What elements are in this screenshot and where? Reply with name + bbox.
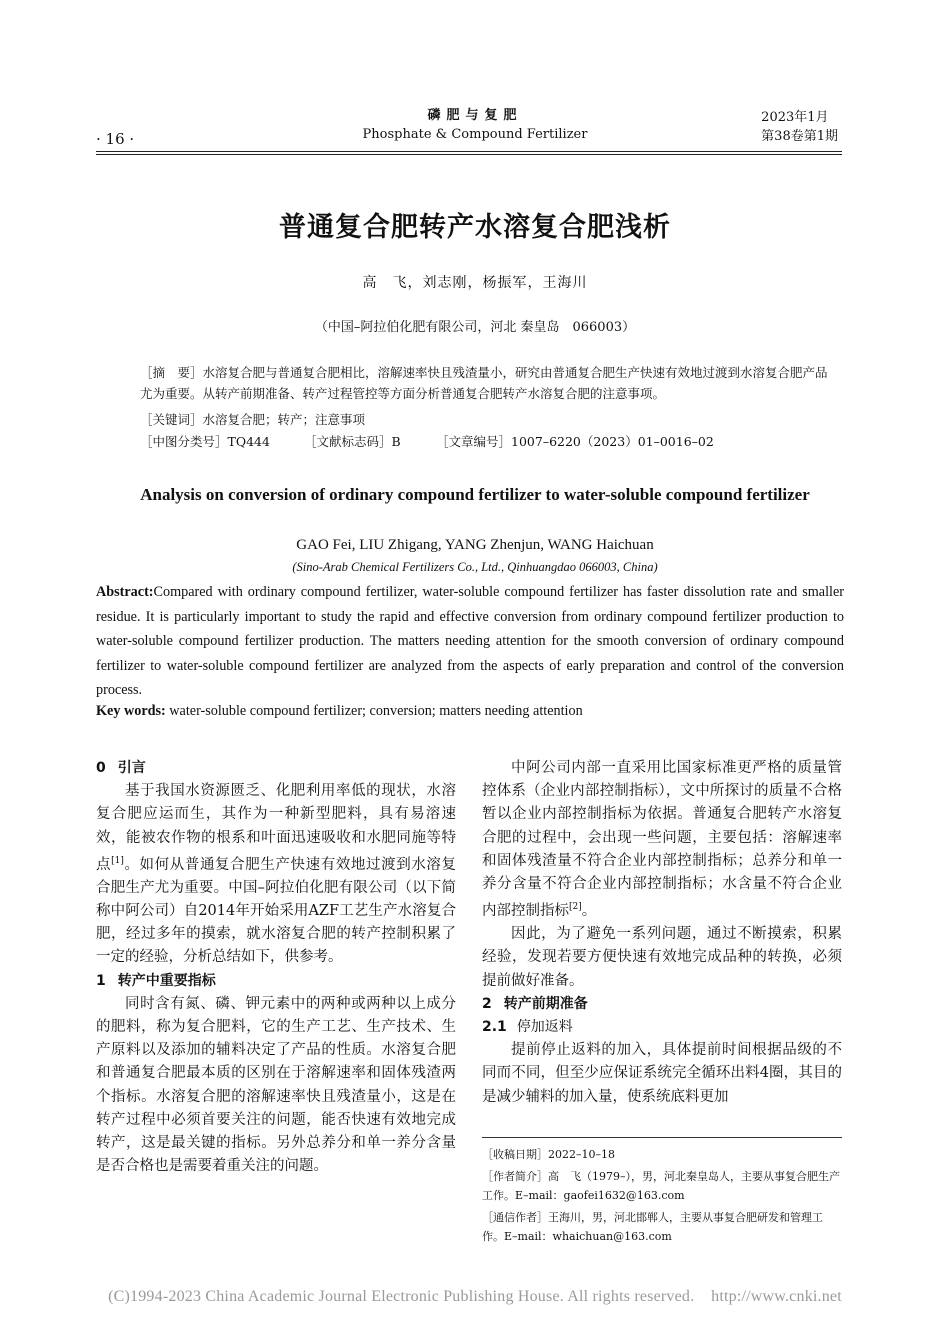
article-title-cn: 普通复合肥转产水溶复合肥浅析 (279, 212, 671, 243)
issue-date: 2023年1月 (761, 110, 829, 125)
footnote-label: ［作者简介］ (482, 1170, 548, 1183)
section-title: 转产前期准备 (503, 995, 588, 1012)
header-rule-bottom (96, 154, 842, 155)
issue-info (761, 108, 838, 146)
paragraph (482, 757, 842, 923)
footnote-text: 高 飞（1979–），男，河北秦皇岛人，主要从事复合肥生产工作。E–mail：gaofei1632@163.com (482, 1170, 840, 1202)
article-no-label: ［文章编号］ (436, 434, 512, 449)
page-number: · 16 · (96, 130, 135, 148)
doc-code-value: B (391, 434, 401, 449)
paragraph: 同时含有氮、磷、钾元素中的两种或两种以上成分的肥料，称为复合肥料，它的生产工艺、生产技术、生产原料以及添加的辅料决定了产品的性质。水溶复合肥和普通复合肥最本质的区别在于溶解速率和固体残渣两个指标。水溶复合肥的溶解速率快且残渣量小，这是在转产过程中必须首要关注的问题，能否快速有效地完成转产，这是最关键的指标。另外总养分和单一养分含量是否合格也是需要着重关注的问题。 (96, 995, 456, 1175)
section-number: 1 (96, 972, 106, 989)
affiliation-en: (Sino-Arab Chemical Fertilizers Co., Ltd., Qinhuangdao 066003, China) (292, 560, 658, 574)
footnote-text: 王海川，男，河北邯郸人，主要从事复合肥研发和管理工作。E–mail：whaichuan@163.com (482, 1211, 823, 1243)
subsection-title: 停加返料 (516, 1019, 573, 1036)
keywords-cn (140, 410, 365, 428)
classification-row (140, 432, 840, 450)
abstract-cn-text: 水溶复合肥与普通复合肥相比，溶解速率快且残渣量小，研究由普通复合肥生产快速有效地过渡到水溶复合肥产品尤为重要。从转产前期准备、转产过程管控等方面分析普通复合肥转产水溶复合肥的注意事项。 (140, 365, 828, 401)
article-no-value: 1007–6220（2023）01–0016–02 (511, 434, 714, 449)
doc-code-label: ［文献标志码］ (304, 434, 392, 449)
section-heading (96, 970, 456, 993)
section-number: 0 (96, 760, 106, 776)
journal-name-cn: 磷肥与复肥 (427, 108, 523, 123)
copyright-footer: (C)1994-2023 China Academic Journal Electronic Publishing House. All rights reserved. http://www.cnki.net (108, 1288, 842, 1305)
footnote-corresponding (482, 1208, 844, 1246)
paragraph (96, 780, 456, 969)
footnotes (482, 1145, 844, 1249)
keywords-en-label: Key words: (96, 703, 166, 719)
abstract-en (96, 580, 844, 703)
keywords-en-text: water-soluble compound fertilizer; conversion; matters needing attention (169, 703, 583, 719)
paragraph-text: 基于我国水资源匮乏、化肥利用率低的现状，水溶复合肥应运而生，其作为一种新型肥料，具有易溶速效，能被农作物的根系和叶面迅速吸收和水肥同施等特点 (96, 783, 456, 873)
section-title: 转产中重要指标 (117, 972, 216, 989)
paragraph-text: 。如何从普通复合肥生产快速有效地过渡到水溶复合肥生产尤为重要。中国–阿拉伯化肥有限公司（以下简称中阿公司）自2014年开始采用AZF工艺生产水溶复合肥，经过多年的摸索，就水溶复合肥的转产控制积累了一定的经验，分析总结如下，供参考。 (96, 856, 457, 966)
body-left-column (96, 757, 456, 1178)
section-heading (482, 993, 842, 1016)
citation-ref: [1] (111, 855, 124, 866)
citation-ref: [2] (569, 902, 582, 913)
body-right-column (482, 757, 842, 1109)
footnote-author (482, 1167, 844, 1205)
abstract-en-text: Compared with ordinary compound fertilizer, water-soluble compound fertilizer has faster dissolution rate and smaller residue. It is particularly important to study the rapid and effective conversion from ordinary compound fertilizer production to water-soluble compound fertilizer production. The matters needing attention for the smooth conversion of ordinary compound fertilizer to water-soluble compound fertilizer are analyzed from the aspects of early preparation and control of the conversion process. (96, 584, 844, 698)
paragraph-text: 中阿公司内部一直采用比国家标准更严格的质量管控体系（企业内部控制指标），文中所探讨的质量不合格暂以企业内部控制指标为依据。普通复合肥转产水溶复合肥的过程中，会出现一些问题，主要包括：溶解速率和固体残渣量不符合企业内部控制指标；总养分和单一养分含量不符合企业内部控制指标；水含量不符合企业内部控制指标 (482, 760, 842, 920)
clc-value: TQ444 (227, 434, 270, 449)
subsection-number: 2.1 (482, 1019, 507, 1036)
keywords-cn-label: ［关键词］ (140, 412, 203, 427)
paragraph: 提前停止返料的加入，具体提前时间根据品级的不同而不同，但至少应保证系统完全循环出料4圈，其目的是减少辅料的加入量，使系统底料更加 (482, 1042, 842, 1105)
section-title: 引言 (117, 760, 146, 776)
footnote-rule (482, 1137, 842, 1138)
clc-label: ［中图分类号］ (140, 434, 228, 449)
section-heading (96, 757, 456, 780)
keywords-cn-text: 水溶复合肥；转产；注意事项 (202, 412, 366, 427)
header-rule-top (96, 151, 842, 152)
abstract-cn-label: ［摘 要］ (140, 365, 203, 380)
abstract-cn (140, 362, 830, 404)
footnote-label: ［通信作者］ (482, 1211, 548, 1224)
paragraph-text: 。 (581, 903, 597, 920)
issue-volume: 第38卷第1期 (761, 129, 838, 144)
section-number: 2 (482, 995, 492, 1012)
authors-en: GAO Fei, LIU Zhigang, YANG Zhenjun, WANG Haichuan (296, 537, 654, 553)
article-title-en: Analysis on conversion of ordinary compound fertilizer to water-soluble compound fertilizer (140, 485, 810, 504)
keywords-en (96, 703, 844, 720)
abstract-en-label: Abstract: (96, 584, 154, 600)
journal-name-en: Phosphate & Compound Fertilizer (362, 127, 588, 142)
subsection-heading (482, 1016, 842, 1039)
footnote-label: ［收稿日期］ (482, 1148, 548, 1161)
footnote-received (482, 1145, 844, 1164)
affiliation-cn: （中国–阿拉伯化肥有限公司，河北 秦皇岛 066003） (314, 320, 636, 335)
authors-cn: 高 飞，刘志刚，杨振军，王海川 (362, 275, 588, 291)
paragraph: 因此，为了避免一系列问题，通过不断摸索，积累经验，发现若要方便快速有效地完成品种的转换，必须提前做好准备。 (482, 926, 842, 989)
footnote-text: 2022–10–18 (548, 1148, 615, 1161)
